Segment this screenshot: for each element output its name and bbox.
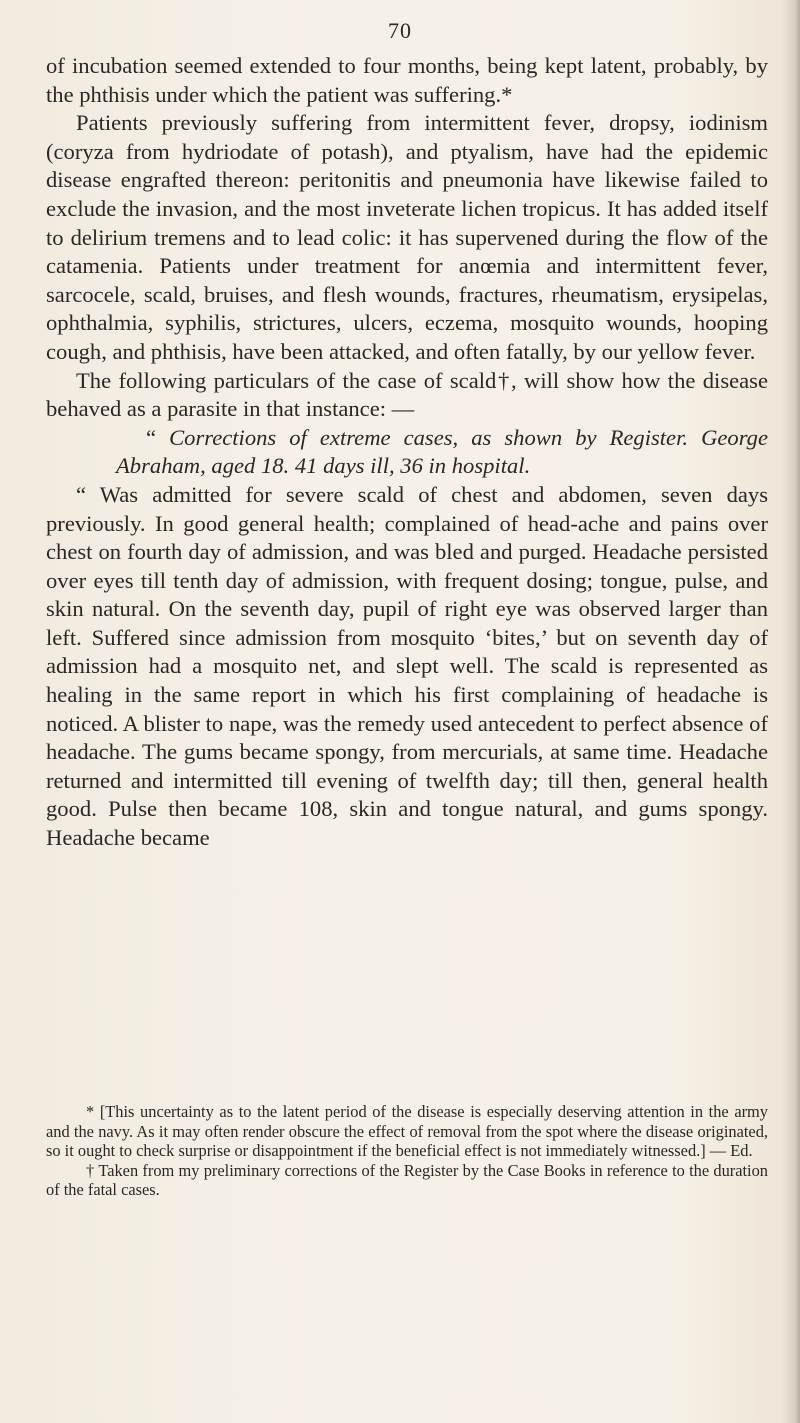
page-number: 70	[388, 18, 412, 43]
main-text	[46, 52, 768, 853]
paragraph-continuation: of incubation seemed extended to four months, being kept latent, probably, by the phthisis under which the patient was suffering.*	[46, 53, 768, 107]
paragraph-case-report: “ Was admitted for severe scald of chest and abdomen, seven days previously. In good general health; complained of head-ache and pains over chest on fourth day of admission, and was bled and purged. Headache persisted over eyes till tenth day of admission, with frequent dosing; tongue, pulse, and skin natural. On the seventh day, pupil of right eye was observed larger than left. Suffered since admission from mosquito ‘bites,’ but on seventh day of admission had a mosquito net, and slept well. The scald is represented as healing in the same report in which his first complaining of headache is noticed. A blister to nape, was the remedy used antecedent to perfect absence of headache. The gums became spongy, from mercurials, at same time. Headache returned and intermitted till evening of twelfth day; till then, general health good. Pulse then became 108, skin and tongue natural, and gums spongy. Headache became	[46, 481, 768, 851]
footnote-asterisk: * [This uncertainty as to the latent period of the disease is especially deserving attention in the army and the navy. As it may often render obscure the effect of removal from the spot where the disease originated, so it ought to check surprise or disappointment if the beneficial effect is not immediately witnessed.] — Ed.	[46, 1102, 768, 1161]
page-edge-shadow	[782, 0, 800, 1423]
case-heading-text: Corrections of extreme cases, as shown by Register. George Abraham, aged 18. 41 days ill, 36 in hospital.	[116, 424, 768, 479]
footnotes	[46, 1102, 768, 1200]
case-heading-quote: “	[146, 424, 170, 450]
footnote-dagger: † Taken from my preliminary corrections of the Register by the Case Books in reference to the duration of the fatal cases.	[46, 1160, 768, 1200]
case-heading	[46, 424, 768, 481]
paragraph-patients: Patients previously suffering from intermittent fever, dropsy, iodinism (coryza from hydriodate of potash), and ptyalism, have had the epidemic disease engrafted thereon: peritonitis and pneumonia have likewise failed to exclude the invasion, and the most inveterate lichen tropicus. It has added itself to delirium tremens and to lead colic: it has supervened during the flow of the catamenia. Patients under treatment for anœmia and intermittent fever, sarcocele, scald, bruises, and flesh wounds, fractures, rheumatism, erysipelas, ophthalmia, syphilis, strictures, ulcers, eczema, mosquito wounds, hooping cough, and phthisis, have been attacked, and often fatally, by our yellow fever.	[46, 110, 768, 364]
paragraph-following-particulars: The following particulars of the case of scald†, will show how the disease behaved as a parasite in that instance: —	[46, 367, 768, 422]
